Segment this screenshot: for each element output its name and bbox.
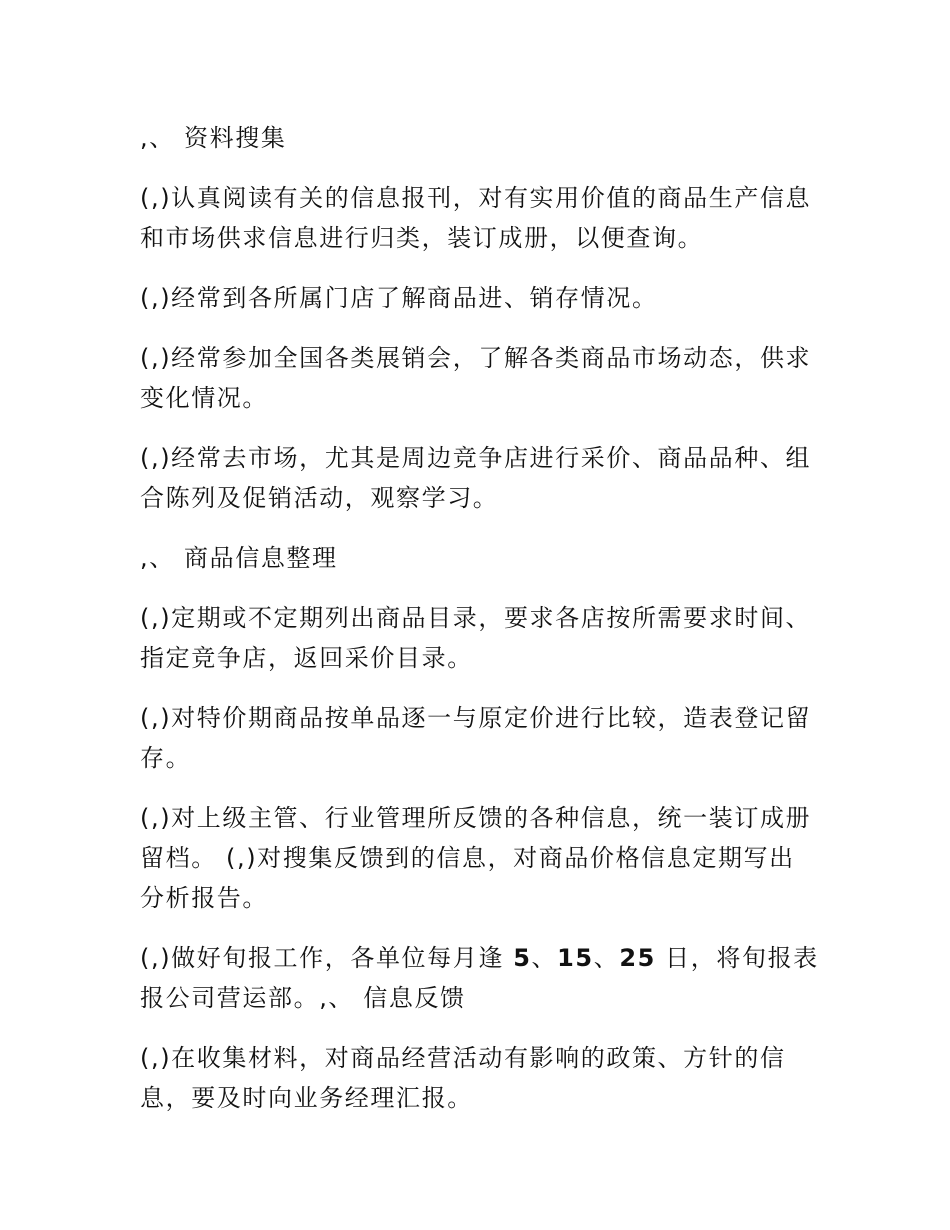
report-separator-2: 、 (593, 944, 620, 972)
report-separator-1: 、 (531, 944, 558, 972)
report-day-5: 5 (513, 944, 532, 972)
paragraph-feedback-archive: (,)对上级主管、行业管理所反馈的各种信息，统一装订成册留档。 (,)对搜集反馈到的信息，对商品价格信息定期写出分析报告。 (140, 804, 812, 912)
paragraph-attend-fairs: (,)经常参加全国各类展销会，了解各类商品市场动态，供求变化情况。 (140, 344, 812, 412)
section-heading-info-organization: ,、 商品信息整理 (140, 544, 338, 572)
paragraph-special-price: (,)对特价期商品按单品逐一与原定价进行比较，造表登记留存。 (140, 704, 812, 772)
section-heading-data-collection: ,、 资料搜集 (140, 124, 287, 152)
paragraph-report-to-manager: (,)在收集材料，对商品经营活动有影响的政策、方针的信息，要及时向业务经理汇报。 (140, 1044, 786, 1112)
paragraph-ten-day-report (140, 938, 820, 1018)
paragraph-visit-stores: (,)经常到各所属门店了解商品进、销存情况。 (140, 284, 658, 312)
report-day-25: 25 (619, 944, 656, 972)
paragraph-market-survey: (,)经常去市场，尤其是周边竞争店进行采价、商品品种、组合陈列及促销活动，观察学习。 (140, 444, 812, 512)
report-prefix: (,)做好旬报工作，各单位每月逢 (140, 944, 514, 972)
paragraph-product-catalog: (,)定期或不定期列出商品目录，要求各店按所需要求时间、指定竞争店，返回采价目录。 (140, 604, 812, 672)
report-day-15: 15 (557, 944, 594, 972)
paragraph-read-publications: (,)认真阅读有关的信息报刊，对有实用价值的商品生产信息和市场供求信息进行归类，装订成册，以便查询。 (140, 184, 812, 252)
document-page (140, 118, 820, 1138)
report-suffix: 日，将旬报表报公司营运部。,、 信息反馈 (140, 944, 819, 1012)
